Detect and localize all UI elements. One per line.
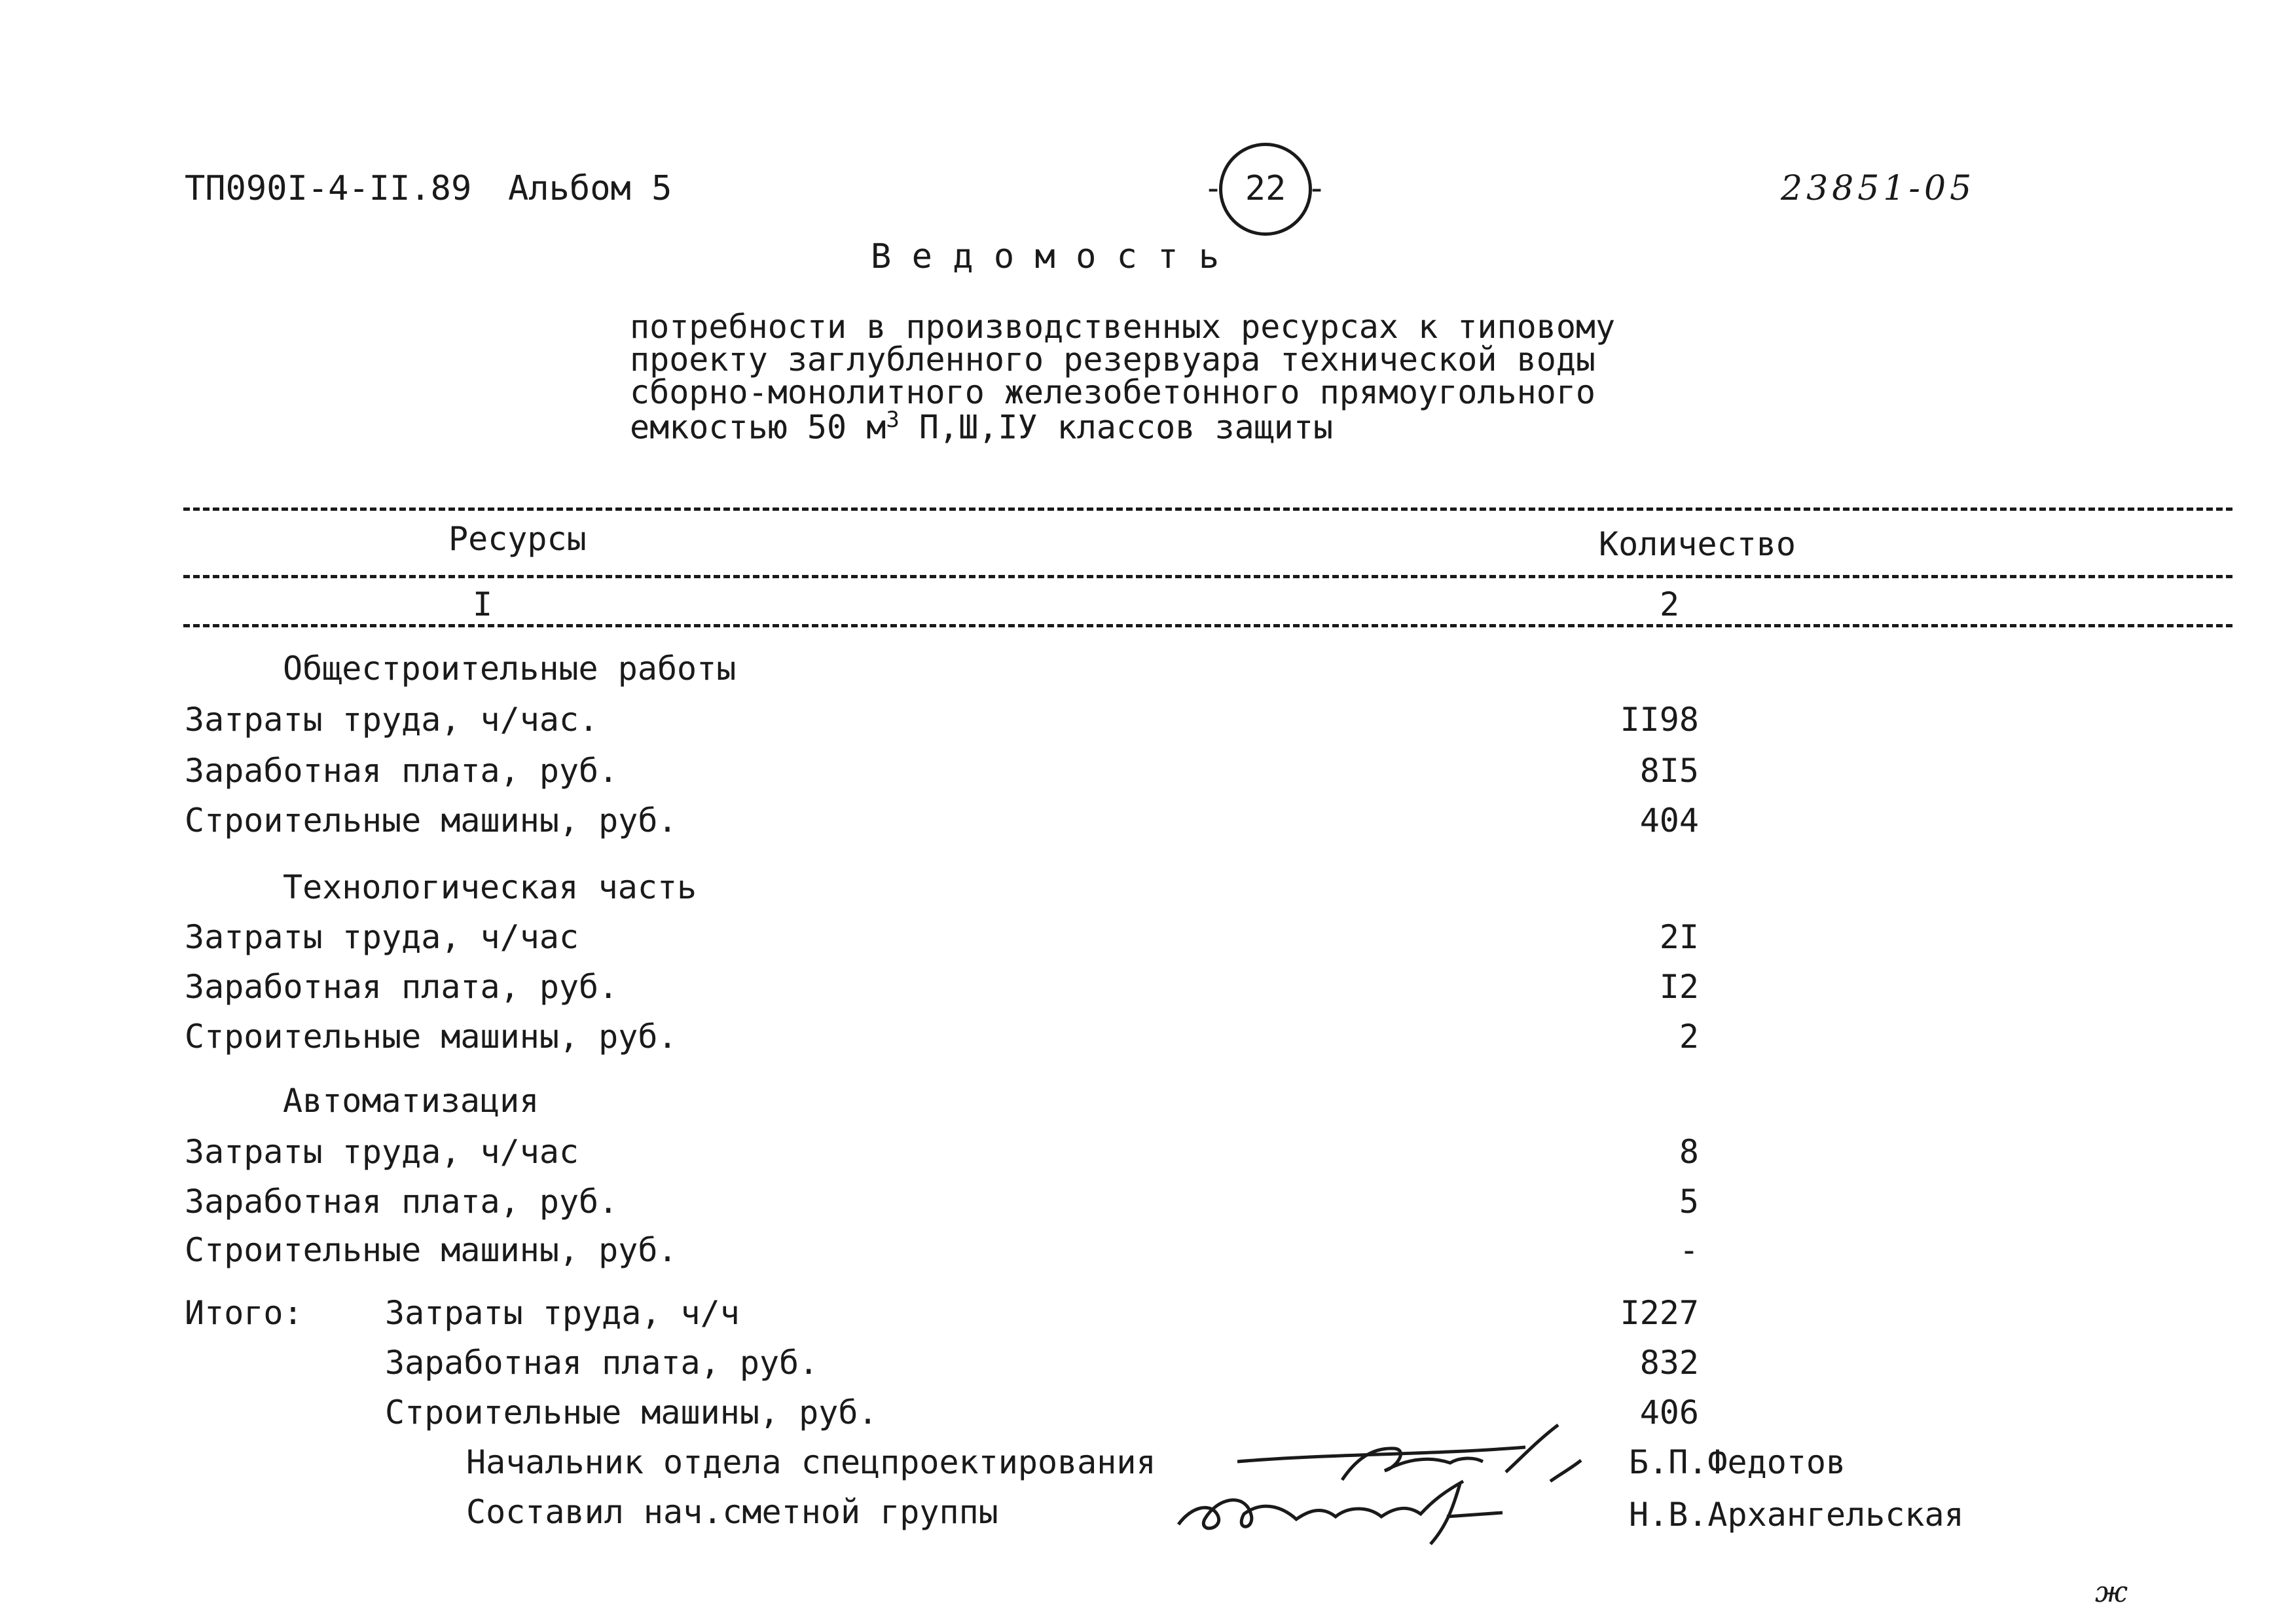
row-value: -: [1679, 1231, 1699, 1269]
row-label: Строительные машины, руб.: [185, 802, 678, 840]
row-value: II98: [1620, 701, 1699, 739]
total-row-label: Затраты труда, ч/ч: [385, 1294, 740, 1332]
row-label: Заработная плата, руб.: [185, 752, 619, 790]
column-number-1: I: [473, 585, 493, 623]
row-label: Затраты труда, ч/час: [185, 1133, 579, 1171]
section-title: Технологическая часть: [283, 868, 697, 906]
row-label: Затраты труда, ч/час.: [185, 701, 599, 739]
row-value: 8: [1679, 1133, 1699, 1171]
cubic-exponent: 3: [886, 407, 900, 433]
section-title: Общестроительные работы: [283, 650, 737, 688]
signature-name: Н.В.Архангельская: [1629, 1496, 1964, 1534]
table-header-rule: [183, 575, 2232, 578]
total-row-value: I227: [1620, 1294, 1699, 1332]
column-header-quantity: Количество: [1599, 525, 1796, 563]
subtitle-line-2: проекту заглубленного резервуара технической воды: [630, 341, 1596, 378]
page-number: 22: [1245, 169, 1286, 208]
total-row-value: 406: [1639, 1393, 1699, 1431]
page-tick-right: -: [1307, 169, 1327, 207]
arkhangelskaya-signature-icon: [1172, 1473, 1512, 1552]
row-label: Затраты труда, ч/час: [185, 918, 579, 956]
signature-name: Б.П.Федотов: [1629, 1443, 1846, 1481]
row-label: Заработная плата, руб.: [185, 1183, 619, 1221]
column-number-2: 2: [1660, 585, 1680, 623]
total-row-label: Строительные машины, руб.: [385, 1393, 878, 1431]
subtitle-line-3: сборно-монолитного железобетонного прямоугольного: [630, 373, 1596, 411]
signature-position: Составил нач.сметной группы: [466, 1493, 998, 1531]
album-label: Альбом 5: [508, 169, 672, 208]
total-row-value: 832: [1639, 1344, 1699, 1382]
subtitle-line-4: [630, 407, 1334, 447]
row-label: Строительные машины, руб.: [185, 1231, 678, 1269]
total-row-label: Заработная плата, руб.: [385, 1344, 819, 1382]
row-label: Заработная плата, руб.: [185, 968, 619, 1006]
corner-note: ж: [2095, 1576, 2128, 1609]
row-value: 2: [1679, 1018, 1699, 1056]
row-value: 2I: [1659, 918, 1699, 956]
subtitle-capacity: емкостью 50 м: [630, 408, 886, 447]
row-label: Строительные машины, руб.: [185, 1018, 678, 1056]
column-header-resources: Ресурсы: [448, 520, 587, 558]
row-value: I2: [1659, 968, 1699, 1006]
row-value: 404: [1639, 802, 1699, 840]
subtitle-line-1: потребности в производственных ресурсах к типовому: [630, 308, 1616, 346]
section-title: Автоматизация: [283, 1082, 539, 1120]
row-value: 5: [1679, 1183, 1699, 1221]
subtitle-protection-classes: П,Ш,IУ классов защиты: [899, 408, 1334, 447]
document-code: ТП090I-4-II.89: [185, 169, 472, 208]
document-title: В е д о м о с т ь: [871, 237, 1220, 276]
inventory-number: 23851-05: [1781, 169, 1976, 208]
signature-position: Начальник отдела спецпроектирования: [466, 1443, 1156, 1481]
total-label: Итого:: [185, 1294, 303, 1332]
row-value: 8I5: [1639, 752, 1699, 790]
table-numbers-rule: [183, 624, 2232, 627]
page-tick-left: -: [1203, 169, 1224, 207]
table-top-rule: [183, 507, 2232, 511]
